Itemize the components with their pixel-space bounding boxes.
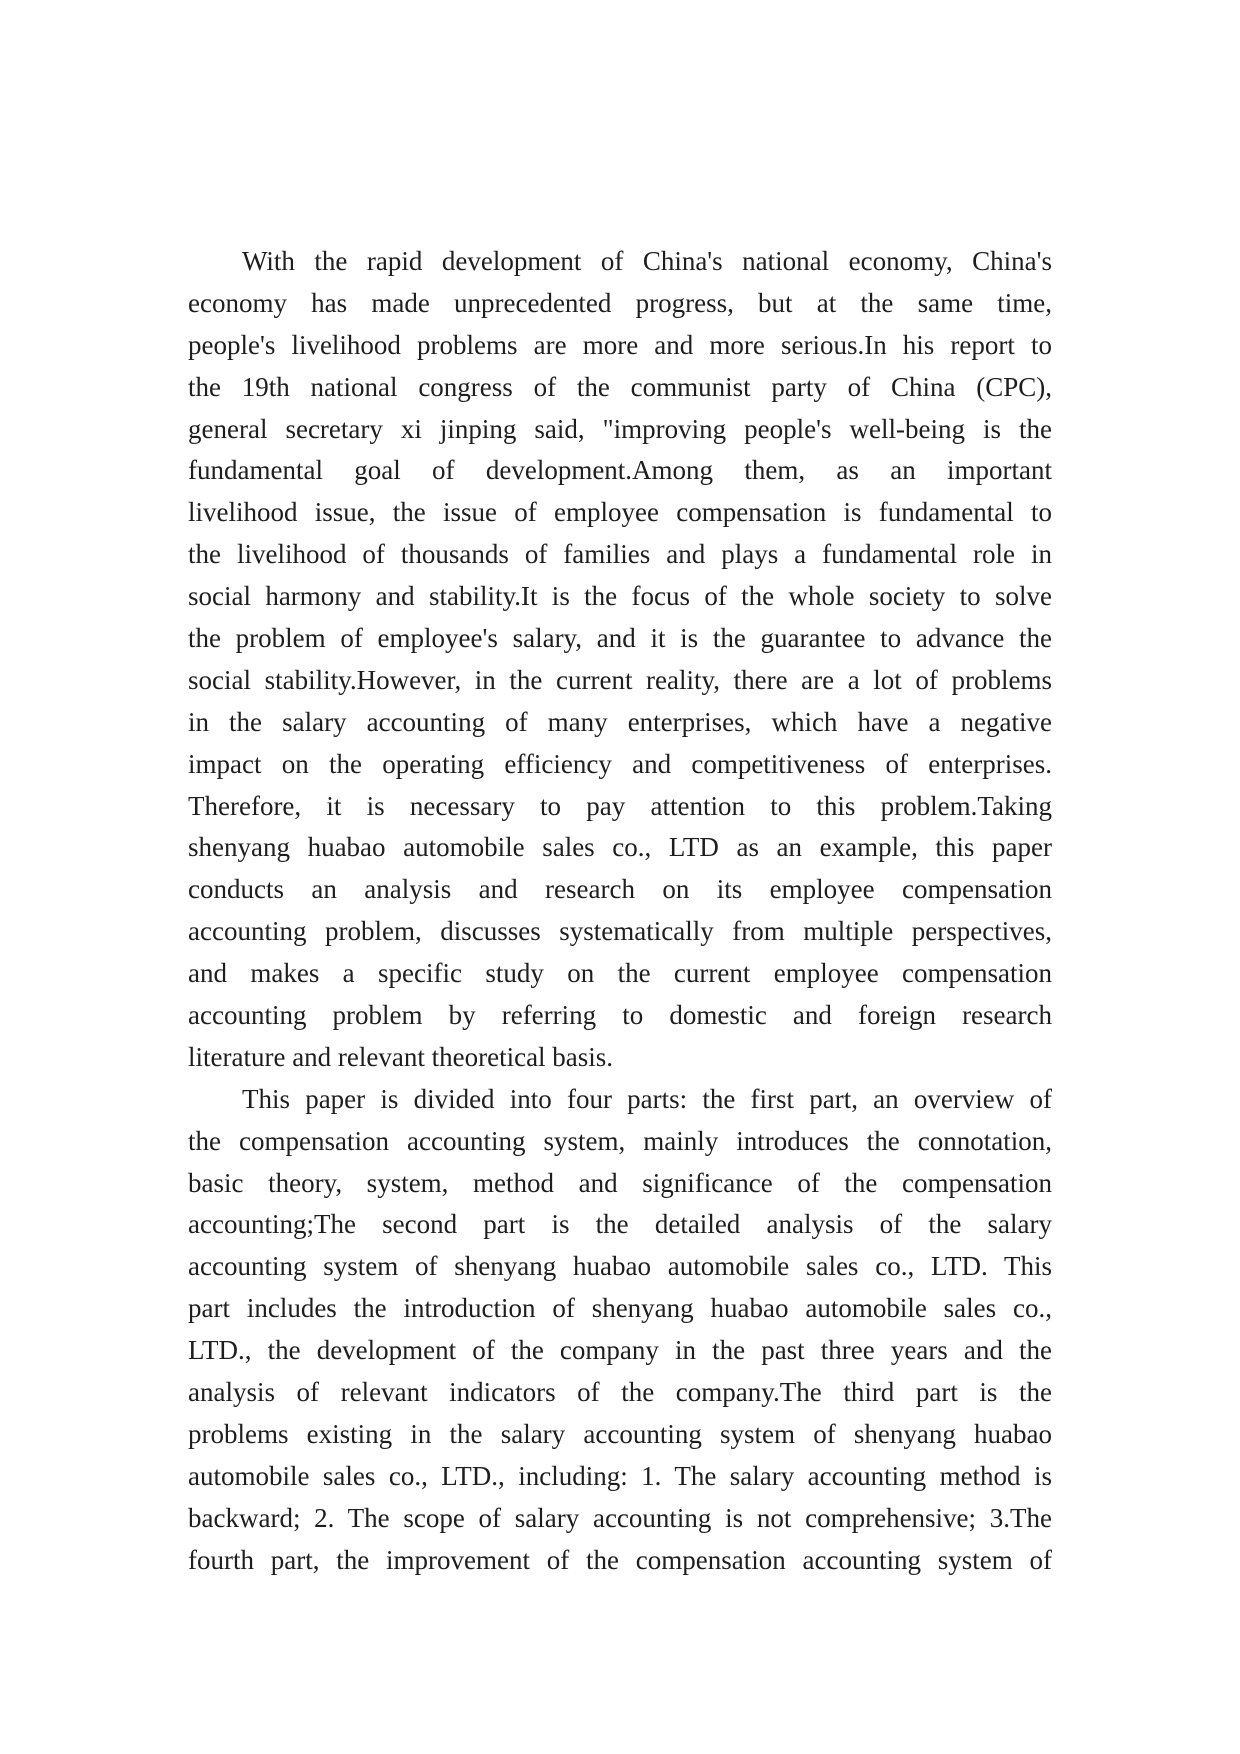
- text-line: the compensation accounting system, mainly introduces the connotation,: [188, 1125, 1052, 1156]
- text-line: and makes a specific study on the current employee compensation: [188, 958, 1052, 989]
- text-line: the livelihood of thousands of families and plays a fundamental role in: [188, 539, 1052, 570]
- text-line: social harmony and stability.It is the focus of the whole society to solve: [188, 581, 1052, 612]
- text-line: social stability.However, in the current reality, there are a lot of problems: [188, 664, 1052, 695]
- text-line: people's livelihood problems are more and more serious.In his report to: [188, 329, 1052, 360]
- paragraph: [188, 1079, 1052, 1582]
- text-line: analysis of relevant indicators of the company.The third part is the: [188, 1377, 1052, 1408]
- text-line: Therefore, it is necessary to pay attention to this problem.Taking: [188, 790, 1052, 821]
- text-line: impact on the operating efficiency and competitiveness of enterprises.: [188, 748, 1052, 779]
- text-line: problems existing in the salary accounting system of shenyang huabao: [188, 1418, 1052, 1449]
- text-line: accounting;The second part is the detailed analysis of the salary: [188, 1209, 1052, 1240]
- text-line: fourth part, the improvement of the compensation accounting system of: [188, 1544, 1052, 1575]
- text-line: economy has made unprecedented progress, but at the same time,: [188, 287, 1052, 318]
- text-line: conducts an analysis and research on its employee compensation: [188, 874, 1052, 905]
- text-line: accounting problem, discusses systematically from multiple perspectives,: [188, 916, 1052, 947]
- document-page: [188, 241, 1052, 1582]
- text-line: the 19th national congress of the communist party of China (CPC),: [188, 371, 1052, 402]
- text-line: This paper is divided into four parts: the first part, an overview of: [242, 1083, 1052, 1114]
- text-line: general secretary xi jinping said, "improving people's well-being is the: [188, 413, 1052, 444]
- text-line: the problem of employee's salary, and it is the guarantee to advance the: [188, 623, 1052, 654]
- paragraph: [188, 241, 1052, 1079]
- text-line: accounting system of shenyang huabao automobile sales co., LTD. This: [188, 1251, 1052, 1282]
- text-line: automobile sales co., LTD., including: 1. The salary accounting method is: [188, 1460, 1052, 1491]
- text-line: With the rapid development of China's national economy, China's: [242, 246, 1052, 276]
- text-line: fundamental goal of development.Among them, as an important: [188, 455, 1052, 486]
- text-line: accounting problem by referring to domestic and foreign research: [188, 1000, 1052, 1031]
- text-line: livelihood issue, the issue of employee compensation is fundamental to: [188, 497, 1052, 528]
- text-line: shenyang huabao automobile sales co., LTD as an example, this paper: [188, 832, 1052, 863]
- text-line: literature and relevant theoretical basis.: [188, 1041, 614, 1072]
- text-line: backward; 2. The scope of salary accounting is not comprehensive; 3.The: [188, 1502, 1052, 1533]
- text-line: LTD., the development of the company in the past three years and the: [188, 1335, 1052, 1366]
- text-line: basic theory, system, method and significance of the compensation: [188, 1167, 1052, 1198]
- text-line: part includes the introduction of shenyang huabao automobile sales co.,: [188, 1293, 1052, 1324]
- text-line: in the salary accounting of many enterprises, which have a negative: [188, 706, 1052, 737]
